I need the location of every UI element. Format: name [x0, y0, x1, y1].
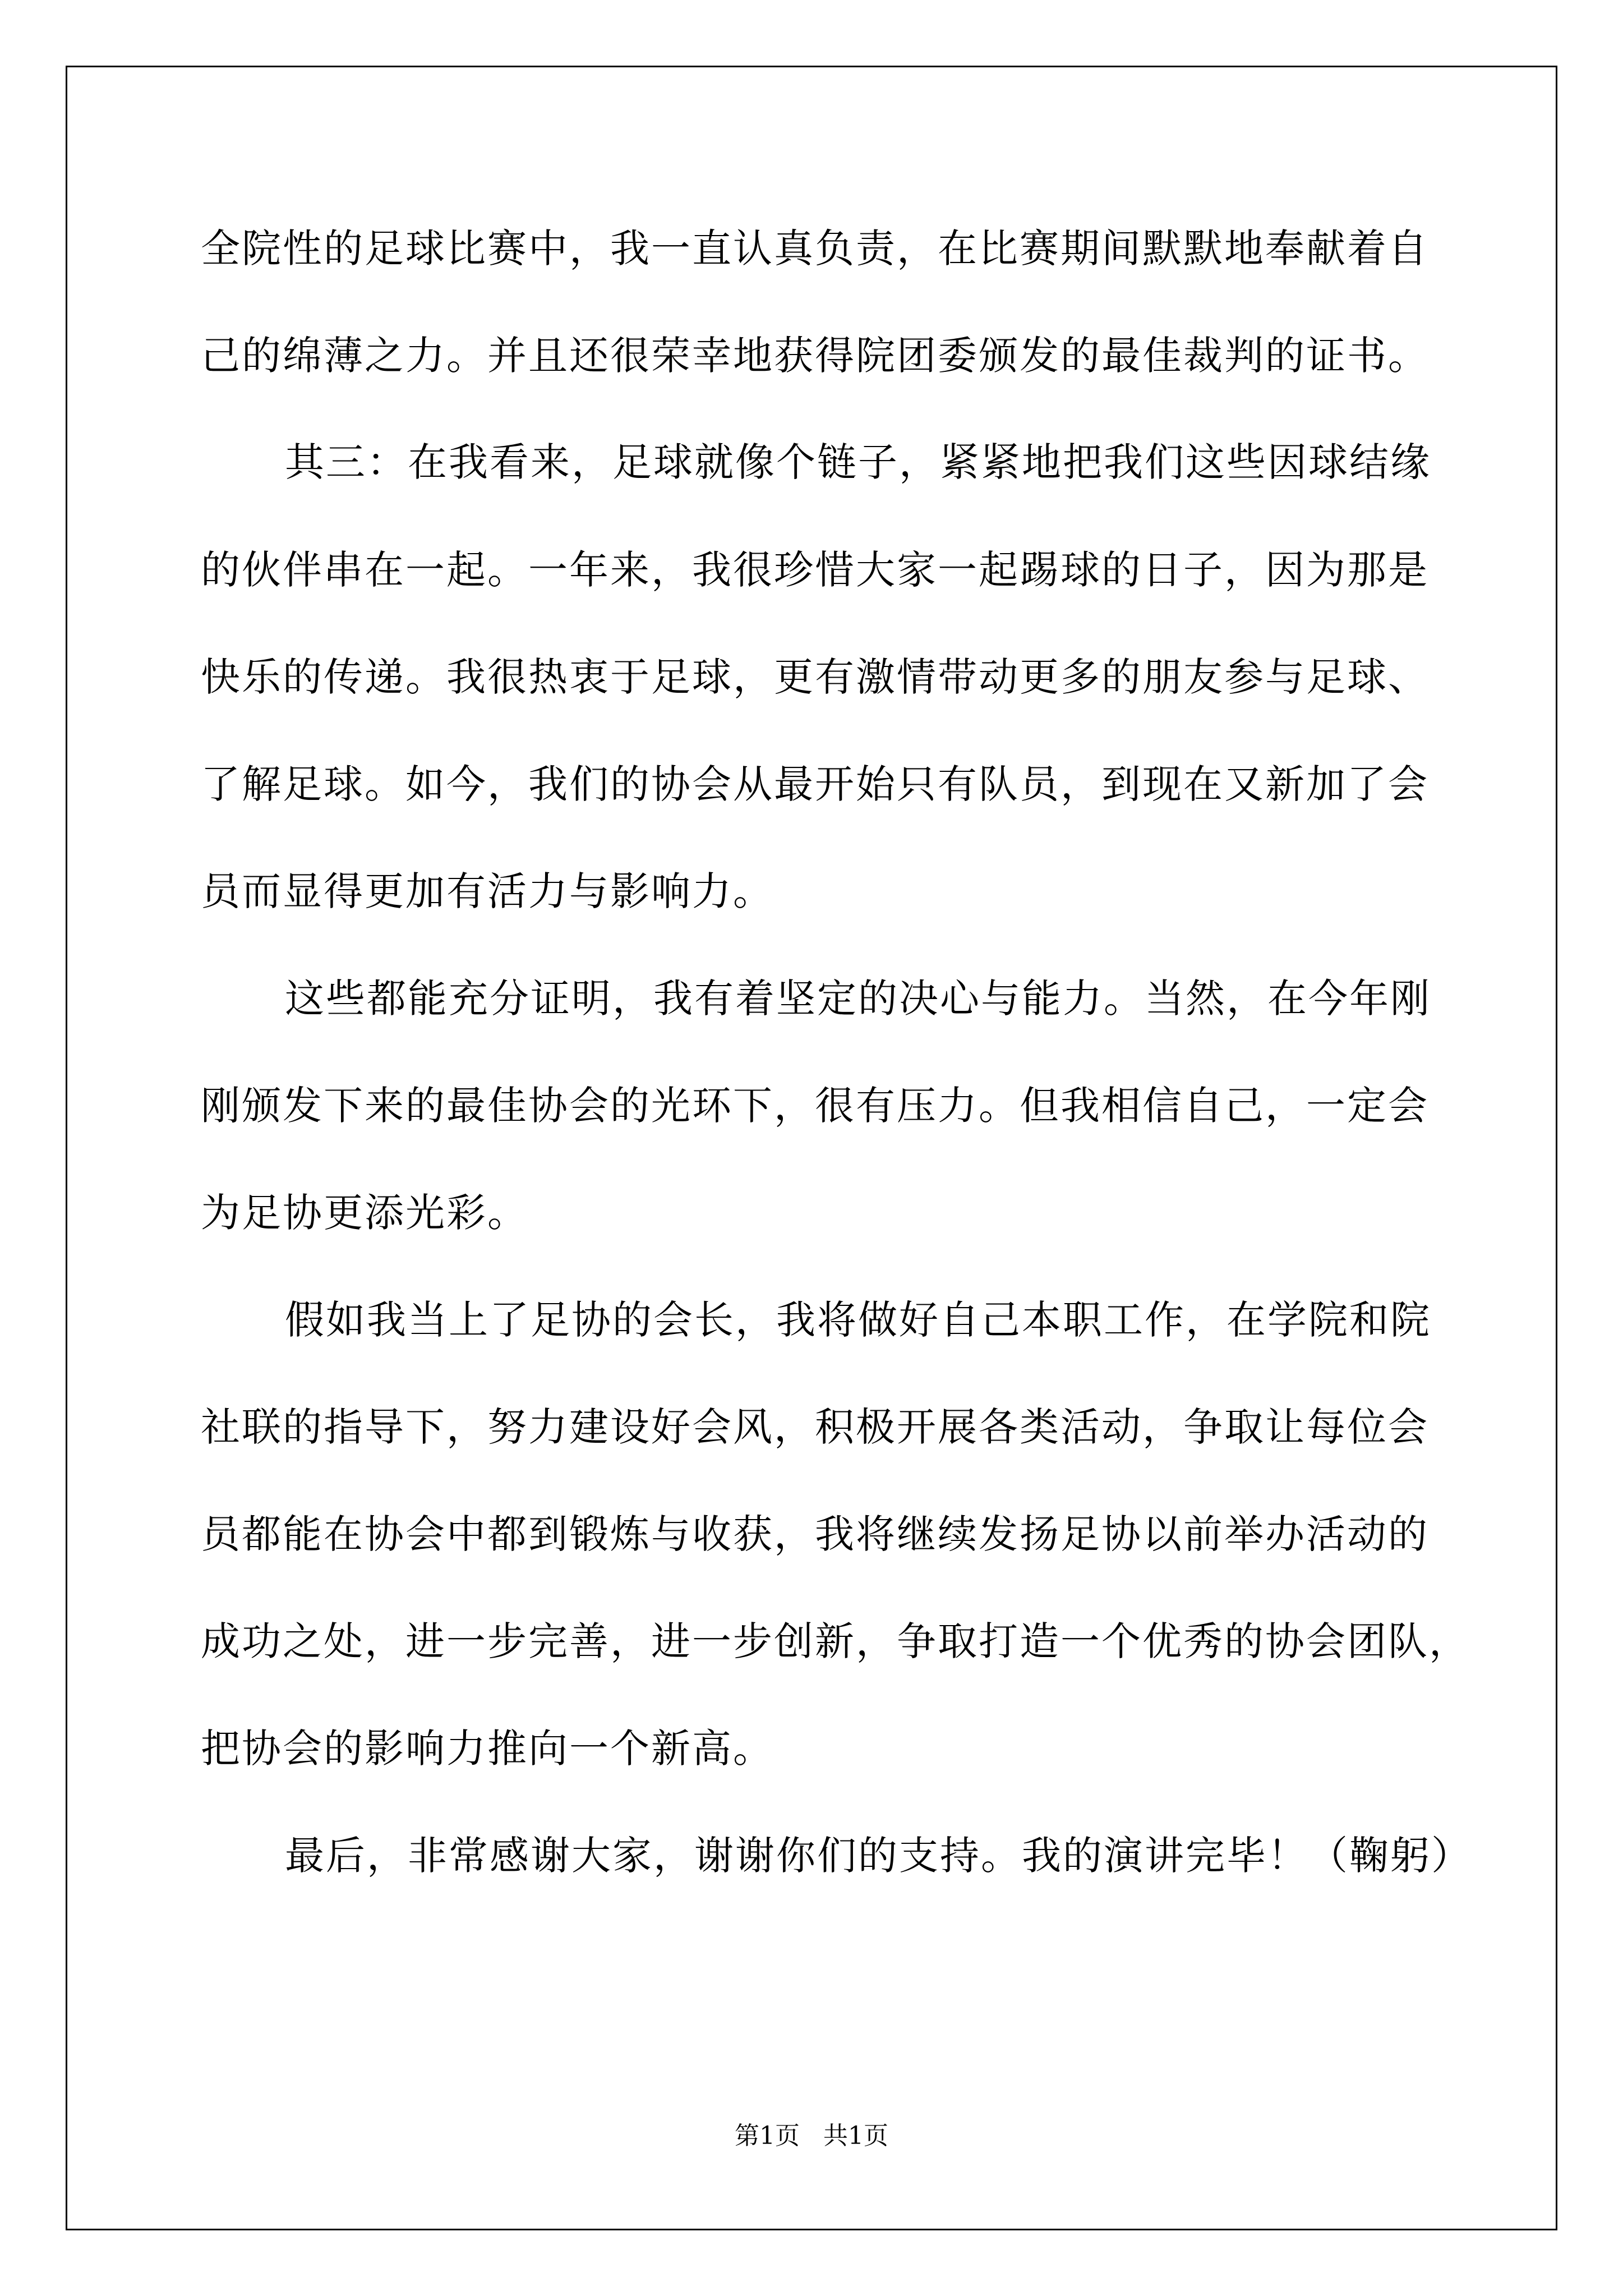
text-line: 员而显得更加有活力与影响力。: [201, 868, 774, 914]
text-line: 的伙伴串在一起。一年来，我很珍惜大家一起踢球的日子，因为那是: [201, 547, 1429, 593]
page-border: [66, 66, 1557, 2230]
text-line: 己的绵薄之力。并且还很荣幸地获得院团委颁发的最佳裁判的证书。: [201, 333, 1429, 379]
text-line: 其三：在我看来，足球就像个链子，紧紧地把我们这些因球结缘: [285, 439, 1431, 485]
text-line: 了解足球。如今，我们的协会从最开始只有队员，到现在又新加了会: [201, 761, 1429, 807]
text-line: 成功之处，进一步完善，进一步创新，争取打造一个优秀的协会团队，: [201, 1618, 1470, 1664]
text-line: 社联的指导下，努力建设好会风，积极开展各类活动，争取让每位会: [201, 1404, 1429, 1450]
page-footer: 第1页 共1页: [735, 2122, 888, 2150]
text-line: 把协会的影响力推向一个新高。: [201, 1726, 774, 1772]
text-line: 假如我当上了足协的会长，我将做好自己本职工作，在学院和院: [285, 1297, 1431, 1343]
text-line: 快乐的传递。我很热衷于足球，更有激情带动更多的朋友参与足球、: [201, 654, 1429, 700]
text-line: 员都能在协会中都到锻炼与收获，我将继续发扬足协以前举办活动的: [201, 1511, 1429, 1557]
text-line: 最后，非常感谢大家，谢谢你们的支持。我的演讲完毕！（鞠躬）: [285, 1833, 1472, 1879]
text-line: 为足协更添光彩。: [201, 1190, 528, 1236]
text-line: 全院性的足球比赛中，我一直认真负责，在比赛期间默默地奉献着自: [201, 226, 1429, 272]
text-line: 刚颁发下来的最佳协会的光环下，很有压力。但我相信自己，一定会: [201, 1083, 1429, 1129]
text-line: 这些都能充分证明，我有着坚定的决心与能力。当然，在今年刚: [285, 976, 1431, 1022]
